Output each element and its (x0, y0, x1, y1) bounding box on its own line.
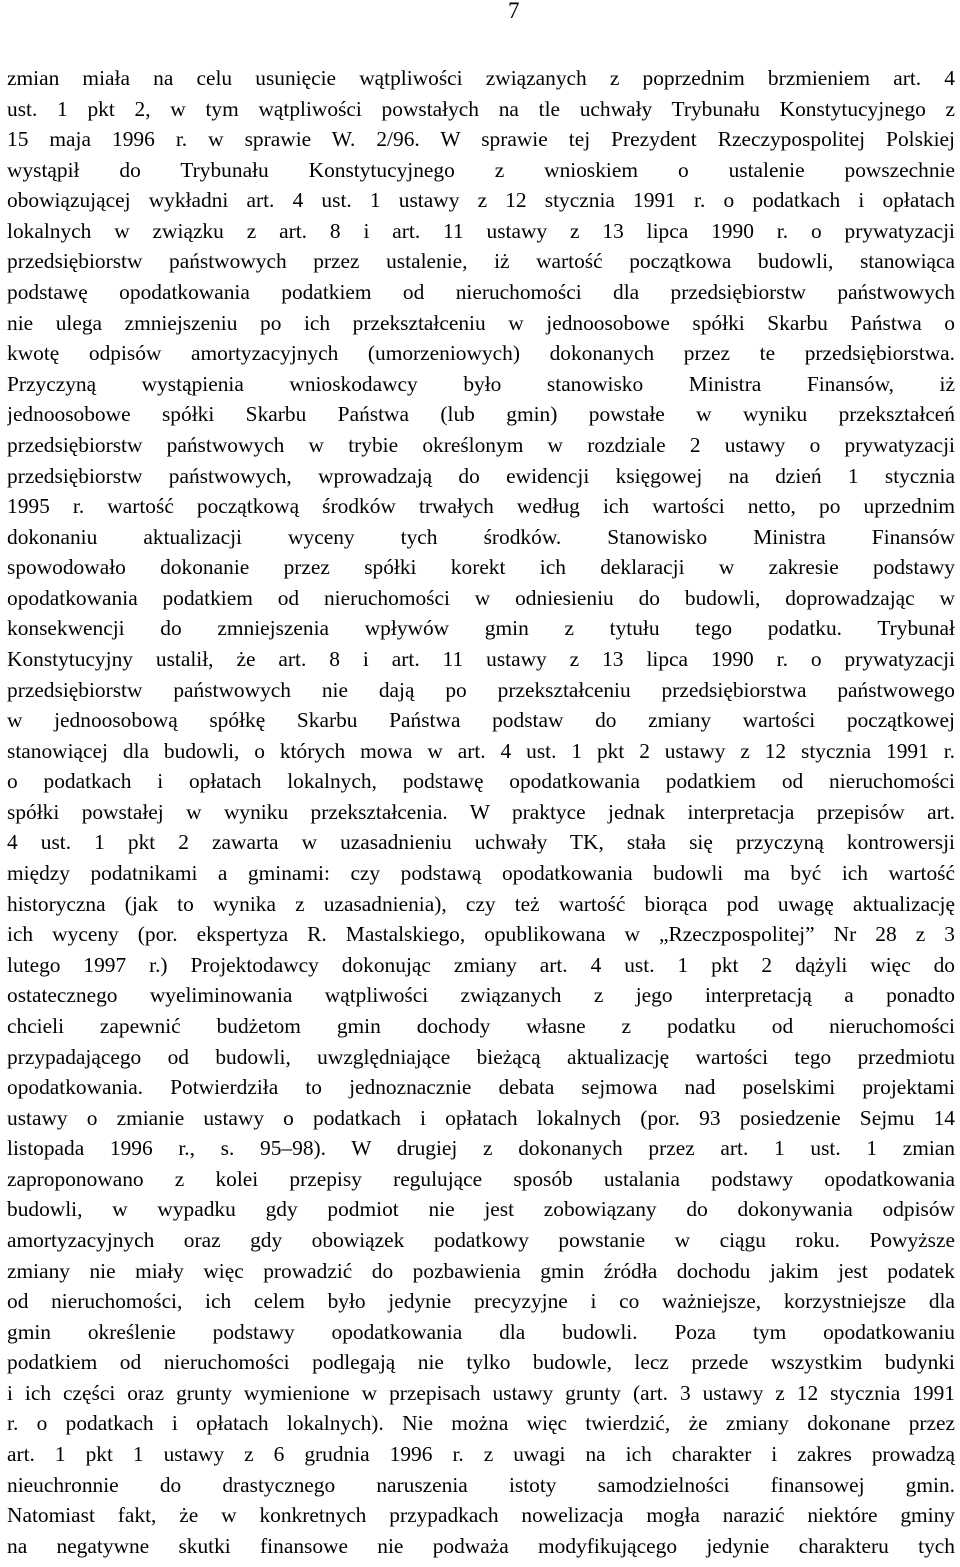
text-line: ustawy o zmianie ustawy o podatkach i opłatach lokalnych (por. 93 posiedzenie Sejmu 14 (7, 1105, 955, 1130)
text-line: między podatnikami a gminami: czy podstawą opodatkowania budowli ma być ich wartość (7, 861, 955, 886)
text-line: r. o podatkach i opłatach lokalnych). Nie można więc twierdzić, że zmiany dokonane przez (7, 1411, 955, 1436)
text-line: i ich części oraz grunty wymienione w przepisach ustawy grunty (art. 3 ustawy z 12 stycznia 1991 (7, 1380, 955, 1405)
text-line: opodatkowania podatkiem od nieruchomości w odniesieniu do budowli, doprowadzając w (7, 585, 955, 610)
text-line: obowiązującej wykładni art. 4 ust. 1 ustawy z 12 stycznia 1991 r. o podatkach i opłatach (7, 188, 955, 213)
text-line: budowli, w wypadku gdy podmiot nie jest zobowiązany do dokonywania odpisów (7, 1197, 955, 1222)
text-line: na negatywne skutki finansowe nie podważa modyfikującego jedynie charakteru tych (7, 1533, 955, 1558)
text-line: gmin określenie podstawy opodatkowania dla budowli. Poza tym opodatkowaniu (7, 1319, 955, 1344)
text-line: ich wyceny (por. ekspertyza R. Mastalskiego, opublikowana w „Rzeczpospolitej” Nr 28 z 3 (7, 922, 955, 947)
text-line: ust. 1 pkt 2, w tym wątpliwości powstałych na tle uchwały Trybunału Konstytucyjnego z (7, 96, 955, 121)
text-line: spowodowało dokonanie przez spółki korekt ich deklaracji w zakresie podstawy (7, 555, 955, 580)
text-line: opodatkowania. Potwierdziła to jednoznacznie debata sejmowa nad poselskimi projektami (7, 1075, 955, 1100)
text-line: nieuchronnie do drastycznego naruszenia istoty samodzielności finansowej gmin. (7, 1472, 955, 1497)
text-line: Konstytucyjny ustalił, że art. 8 i art. 11 ustawy z 13 lipca 1990 r. o prywatyzacji (7, 646, 955, 671)
text-line: 1995 r. wartość początkową środków trwałych według ich wartości netto, po uprzednim (7, 494, 955, 519)
text-line: wystąpił do Trybunału Konstytucyjnego z wnioskiem o ustalenie powszechnie (7, 157, 955, 182)
body-text (7, 63, 955, 1561)
text-line: podatkiem od nieruchomości podlegają nie tylko budowle, lecz przede wszystkim budynki (7, 1350, 955, 1375)
text-line: przedsiębiorstw państwowych nie dają po przekształceniu przedsiębiorstwa państwowego (7, 677, 955, 702)
text-line: 15 maja 1996 r. w sprawie W. 2/96. W sprawie tej Prezydent Rzeczypospolitej Polskiej (7, 127, 955, 152)
text-line: zmiany nie miały więc prowadzić do pozbawienia gmin źródła dochodu jakim jest podatek (7, 1258, 955, 1283)
text-line: jednoosobowe spółki Skarbu Państwa (lub gmin) powstałe w wyniku przekształceń (7, 402, 955, 427)
text-line: nie ulega zmniejszeniu po ich przekształceniu w jednoosobowe spółki Skarbu Państwa o (7, 310, 955, 335)
text-line: historyczna (jak to wynika z uzasadnienia), czy też wartość biorąca pod uwagę aktualizację (7, 891, 955, 916)
text-line: lokalnych w związku z art. 8 i art. 11 ustawy z 13 lipca 1990 r. o prywatyzacji (7, 218, 955, 243)
text-line: przedsiębiorstw państwowych przez ustalenie, iż wartość początkowa budowli, stanowiąca (7, 249, 955, 274)
text-line: stanowiącej dla budowli, o których mowa w art. 4 ust. 1 pkt 2 ustawy z 12 stycznia 1991 r. (7, 738, 955, 763)
text-line: przypadającego od budowli, uwzględniające bieżącą aktualizację wartości tego przedmiotu (7, 1044, 955, 1069)
text-line: art. 1 pkt 1 ustawy z 6 grudnia 1996 r. z uwagi na ich charakter i zakres prowadzą (7, 1442, 955, 1467)
text-line: zmian miała na celu usunięcie wątpliwości związanych z poprzednim brzmieniem art. 4 (7, 66, 955, 90)
text-line: dokonaniu aktualizacji wyceny tych środków. Stanowisko Ministra Finansów (7, 524, 955, 549)
text-line: przedsiębiorstw państwowych w trybie określonym w rozdziale 2 ustawy o prywatyzacji (7, 432, 955, 457)
text-line: Przyczyną wystąpienia wnioskodawcy było stanowisko Ministra Finansów, iż (7, 371, 955, 396)
text-line: podstawę opodatkowania podatkiem od nieruchomości dla przedsiębiorstw państwowych (7, 280, 955, 305)
text-line: kwotę odpisów amortyzacyjnych (umorzeniowych) dokonanych przez te przedsiębiorstwa. (7, 341, 955, 366)
text-line: amortyzacyjnych oraz gdy obowiązek podatkowy powstanie w ciągu roku. Powyższe (7, 1227, 955, 1252)
text-line: Natomiast fakt, że w konkretnych przypadkach nowelizacja mogła narazić niektóre gminy (7, 1503, 955, 1528)
text-line: 4 ust. 1 pkt 2 zawarta w uzasadnieniu uchwały TK, stała się przyczyną kontrowersji (7, 830, 955, 855)
text-line: w jednoosobową spółkę Skarbu Państwa podstaw do zmiany wartości początkowej (7, 708, 955, 733)
page-number: 7 (508, 0, 520, 23)
text-line: od nieruchomości, ich celem było jedynie precyzyjne i co ważniejsze, korzystniejsze dla (7, 1289, 955, 1314)
text-line: ostatecznego wyeliminowania wątpliwości związanych z jego interpretacją a ponadto (7, 983, 955, 1008)
text-line: chcieli zapewnić budżetom gmin dochody własne z podatku od nieruchomości (7, 1013, 955, 1038)
text-line: spółki powstałej w wyniku przekształcenia. W praktyce jednak interpretacja przepisów art. (7, 799, 955, 824)
text-line: o podatkach i opłatach lokalnych, podstawę opodatkowania podatkiem od nieruchomości (7, 769, 955, 794)
text-line: konsekwencji do zmniejszenia wpływów gmin z tytułu tego podatku. Trybunał (7, 616, 955, 641)
text-line: przedsiębiorstw państwowych, wprowadzają do ewidencji księgowej na dzień 1 stycznia (7, 463, 955, 488)
text-line: lutego 1997 r.) Projektodawcy dokonując zmiany art. 4 ust. 1 pkt 2 dążyli więc do (7, 952, 955, 977)
text-line: zaproponowano z kolei przepisy regulujące sposób ustalania podstawy opodatkowania (7, 1166, 955, 1191)
text-line: listopada 1996 r., s. 95–98). W drugiej z dokonanych przez art. 1 ust. 1 zmian (7, 1136, 955, 1161)
